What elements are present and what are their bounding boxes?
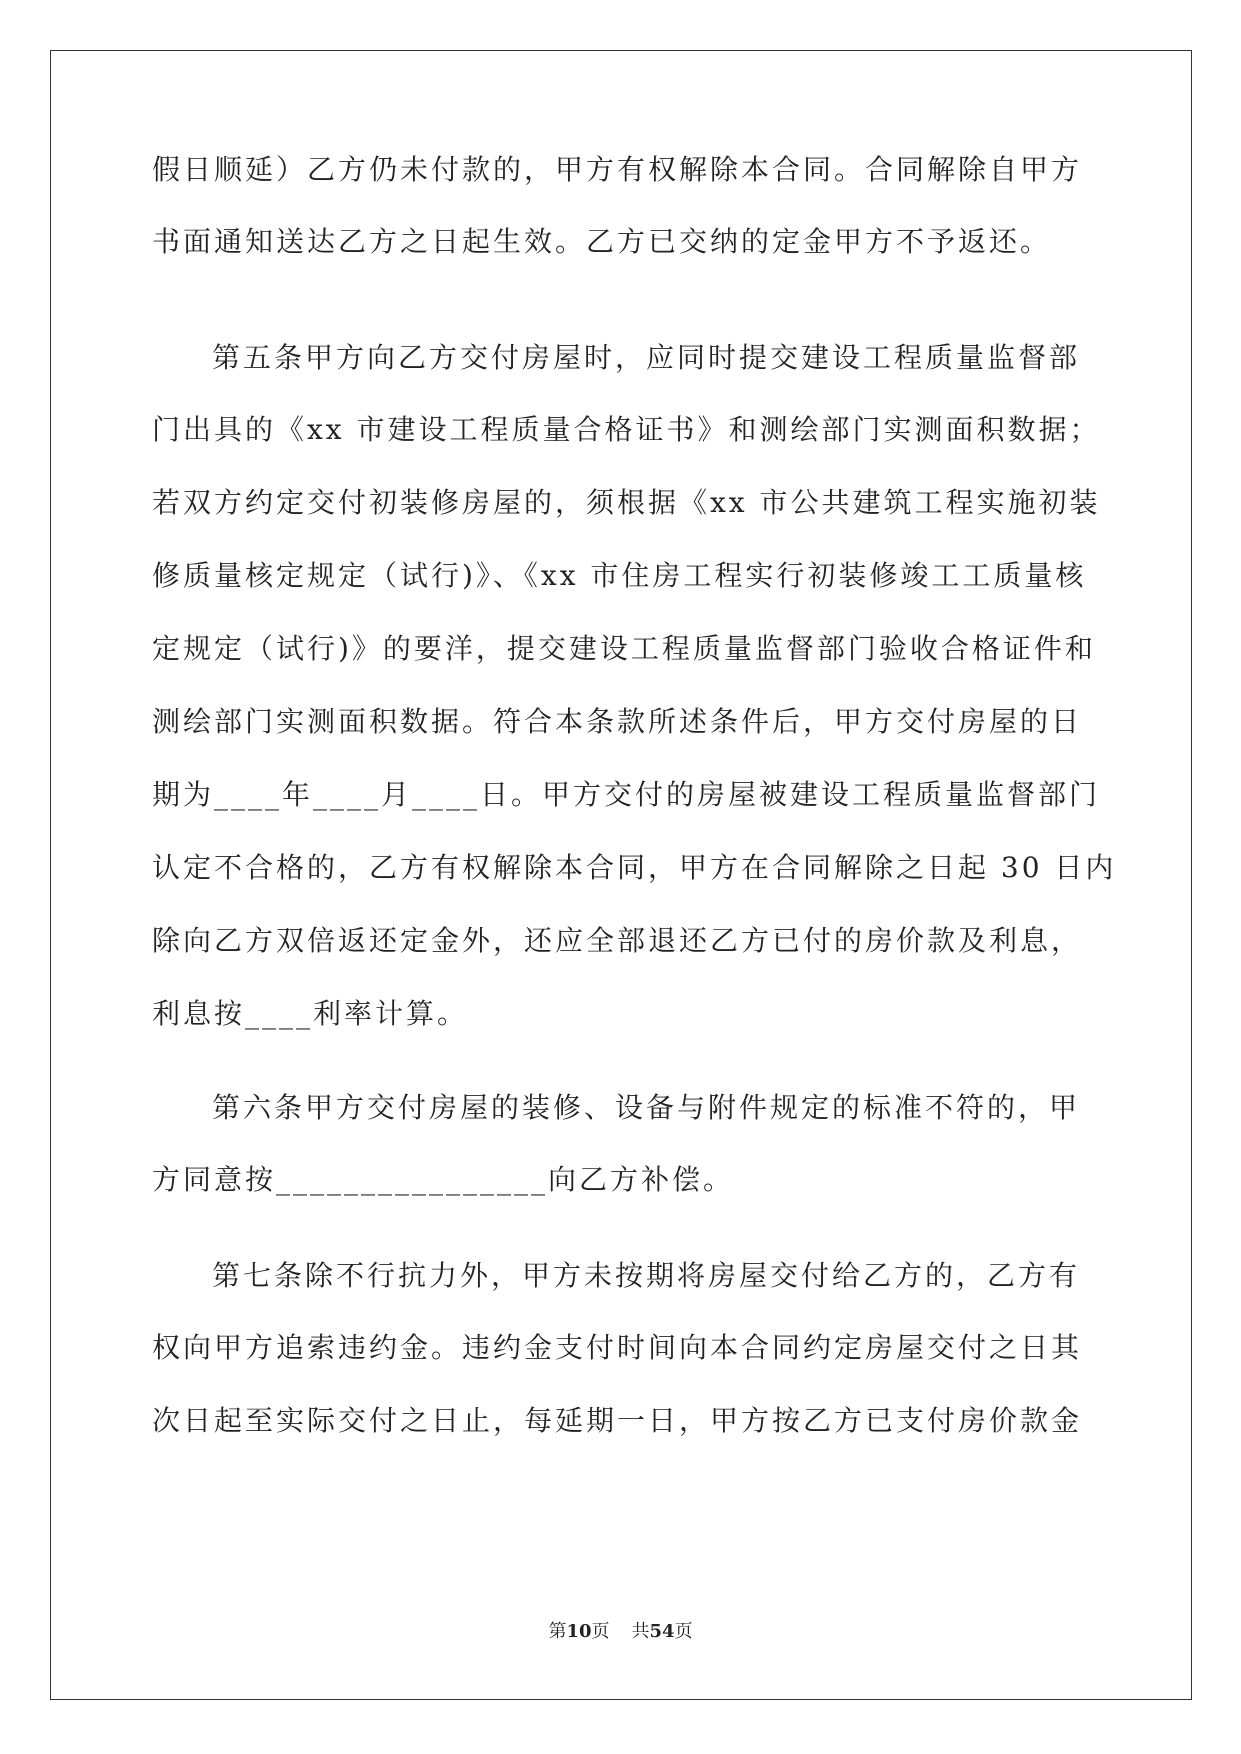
text-line: 假日顺延）乙方仍未付款的，甲方有权解除本合同。合同解除自甲方 (152, 153, 1083, 186)
text-line: 认定不合格的，乙方有权解除本合同，甲方在合同解除之日起 30 日内 (152, 851, 1117, 884)
text-line: 若双方约定交付初装修房屋的，须根据《xx 市公共建筑工程实施初装 (152, 486, 1101, 519)
text-line: 第五条甲方向乙方交付房屋时，应同时提交建设工程质量监督部 (212, 341, 1081, 374)
total-unit: 页 (674, 1621, 693, 1642)
text-line: 期为____年____月____日。甲方交付的房屋被建设工程质量监督部门 (152, 778, 1101, 811)
page-prefix: 第 (548, 1621, 567, 1642)
text-line: 定规定（试行)》的要洋，提交建设工程质量监督部门验收合格证件和 (152, 632, 1096, 665)
text-line: 门出具的《xx 市建设工程质量合格证书》和测绘部门实测面积数据； (152, 413, 1101, 446)
text-line: 修质量核定规定（试行)》、《xx 市住房工程实行初装修竣工工质量核 (152, 559, 1087, 592)
text-line: 第七条除不行抗力外，甲方未按期将房屋交付给乙方的，乙方有 (212, 1259, 1081, 1292)
page-unit: 页 (591, 1621, 610, 1642)
text-line: 利息按____利率计算。 (152, 997, 469, 1030)
page-total: 54 (649, 1621, 675, 1642)
page-footer (0, 1620, 1241, 1644)
text-line: 次日起至实际交付之日止，每延期一日，甲方按乙方已支付房价款金 (152, 1404, 1083, 1437)
text-line: 方同意按________________向乙方补偿。 (152, 1163, 735, 1196)
text-line: 除向乙方双倍返还定金外，还应全部退还乙方已付的房价款及利息， (152, 924, 1083, 957)
text-line: 权向甲方追索违约金。违约金支付时间向本合同约定房屋交付之日其 (152, 1331, 1083, 1364)
page-number: 10 (566, 1621, 592, 1642)
text-line: 书面通知送达乙方之日起生效。乙方已交纳的定金甲方不予返还。 (152, 225, 1052, 258)
text-line: 测绘部门实测面积数据。符合本条款所述条件后，甲方交付房屋的日 (152, 705, 1083, 738)
total-prefix: 共 (631, 1621, 650, 1642)
text-line: 第六条甲方交付房屋的装修、设备与附件规定的标准不符的，甲 (212, 1091, 1081, 1124)
